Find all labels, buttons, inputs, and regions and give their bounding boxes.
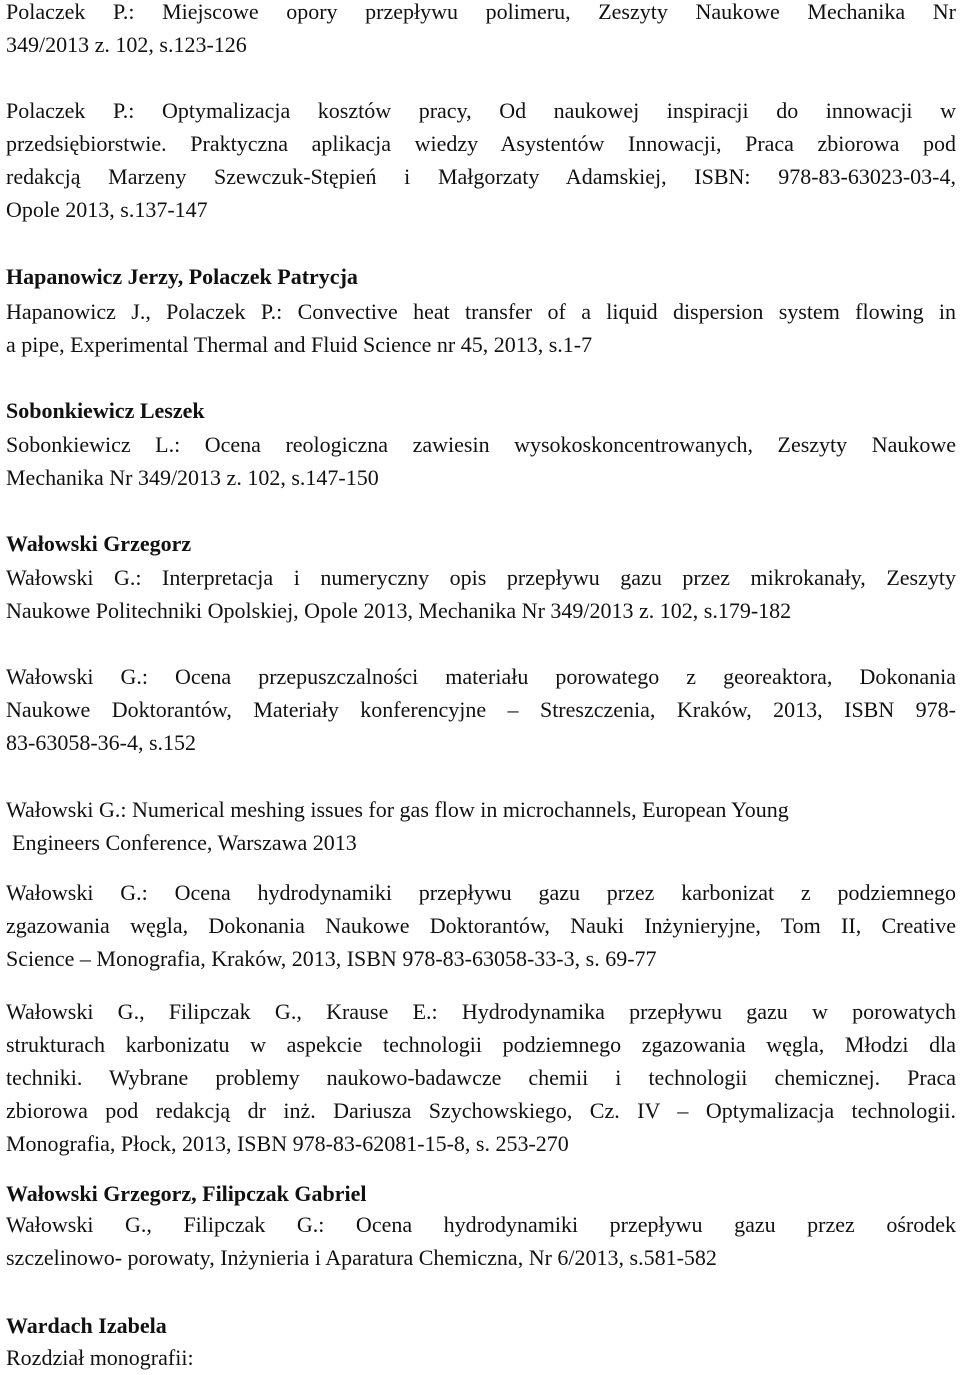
entry-line: Wałowski G., Filipczak G., Krause E.: Hydrodynamika przepływu gazu w porowatych: [6, 999, 956, 1024]
entry-line: Engineers Conference, Warszawa 2013: [12, 830, 357, 855]
entry-line: przedsiębiorstwie. Praktyczna aplikacja wiedzy Asystentów Innowacji, Praca zbiorowa pod: [6, 131, 956, 156]
entry-line: 349/2013 z. 102, s.123-126: [6, 32, 247, 57]
author-heading: Hapanowicz Jerzy, Polaczek Patrycja: [6, 264, 358, 289]
bibliography-entry: [6, 995, 956, 1160]
bibliography-entry: [6, 295, 956, 361]
bibliography-entry: [6, 561, 956, 627]
entry-line: zbiorowa pod redakcją dr inż. Dariusza Szychowskiego, Cz. IV – Optymalizacja technologii.: [6, 1098, 956, 1123]
entry-line: Naukowe Doktorantów, Materiały konferencyjne – Streszczenia, Kraków, 2013, ISBN 978-: [6, 697, 956, 722]
bibliography-entry: [6, 1341, 956, 1374]
bibliography-entry: [6, 793, 956, 859]
author-heading: Wałowski Grzegorz, Filipczak Gabriel: [6, 1181, 367, 1206]
entry-line: Polaczek P.: Miejscowe opory przepływu polimeru, Zeszyty Naukowe Mechanika Nr: [6, 0, 956, 24]
entry-line: Monografia, Płock, 2013, ISBN 978-83-62081-15-8, s. 253-270: [6, 1131, 569, 1156]
entry-line: Wałowski G., Filipczak G.: Ocena hydrodynamiki przepływu gazu przez ośrodek: [6, 1212, 956, 1237]
bibliography-entry: [6, 94, 956, 226]
entry-line: zgazowania węgla, Dokonania Naukowe Doktorantów, Nauki Inżynieryjne, Tom II, Creative: [6, 913, 956, 938]
bibliography-entry: [6, 1208, 956, 1274]
entry-line: Naukowe Politechniki Opolskiej, Opole 2013, Mechanika Nr 349/2013 z. 102, s.179-182: [6, 598, 792, 623]
bibliography-entry: [6, 660, 956, 759]
entry-line: 83-63058-36-4, s.152: [6, 730, 197, 755]
entry-line: Opole 2013, s.137-147: [6, 197, 208, 222]
entry-line: redakcją Marzeny Szewczuk-Stępień i Małgorzaty Adamskiej, ISBN: 978-83-63023-03-4,: [6, 164, 956, 189]
entry-line: Wałowski G.: Interpretacja i numeryczny opis przepływu gazu przez mikrokanały, Zeszyty: [6, 565, 956, 590]
bibliography-entry: [6, 876, 956, 975]
author-heading: Wardach Izabela: [6, 1313, 167, 1338]
entry-line: techniki. Wybrane problemy naukowo-badawcze chemii i technologii chemicznej. Praca: [6, 1065, 956, 1090]
entry-line: a pipe, Experimental Thermal and Fluid Science nr 45, 2013, s.1-7: [6, 332, 593, 357]
entry-line: Polaczek P.: Optymalizacja kosztów pracy, Od naukowej inspiracji do innowacji w: [6, 98, 956, 123]
entry-line: Mechanika Nr 349/2013 z. 102, s.147-150: [6, 465, 379, 490]
bibliography-entry: [6, 428, 956, 494]
entry-line: strukturach karbonizatu w aspekcie technologii podziemnego zgazowania węgla, Młodzi dla: [6, 1032, 956, 1057]
entry-line: Wałowski G.: Ocena przepuszczalności materiału porowatego z georeaktora, Dokonania: [6, 664, 956, 689]
entry-line: Sobonkiewicz L.: Ocena reologiczna zawiesin wysokoskoncentrowanych, Zeszyty Naukowe: [6, 432, 956, 457]
author-heading: Sobonkiewicz Leszek: [6, 398, 205, 423]
entry-line: Hapanowicz J., Polaczek P.: Convective heat transfer of a liquid dispersion system flowing in: [6, 299, 956, 324]
entry-line: Wałowski G.: Numerical meshing issues for gas flow in microchannels, European Young: [6, 797, 789, 822]
entry-line: Rozdział monografii:: [6, 1345, 194, 1370]
entry-line: Wałowski G.: Ocena hydrodynamiki przepływu gazu przez karbonizat z podziemnego: [6, 880, 956, 905]
entry-line: szczelinowo- porowaty, Inżynieria i Aparatura Chemiczna, Nr 6/2013, s.581-582: [6, 1245, 717, 1270]
author-heading: Wałowski Grzegorz: [6, 531, 192, 556]
bibliography-entry: [6, 0, 956, 61]
entry-line: Science – Monografia, Kraków, 2013, ISBN 978-83-63058-33-3, s. 69-77: [6, 946, 657, 971]
